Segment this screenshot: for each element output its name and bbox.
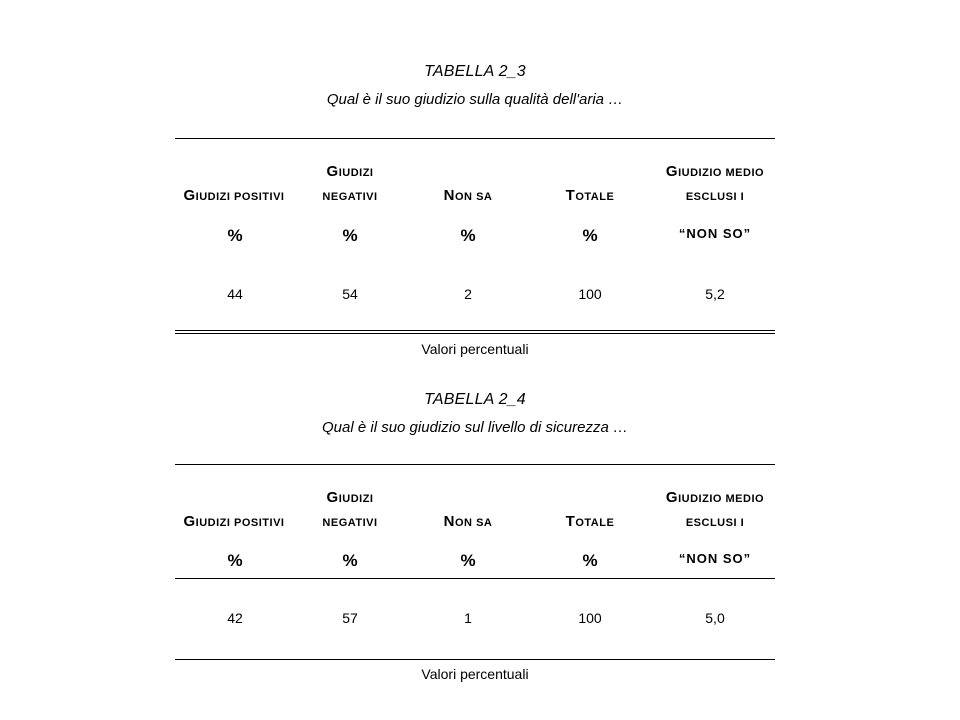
bottom-rule [175, 330, 775, 334]
unit-giudizi-positivi: % [227, 226, 243, 245]
table-title: TABELLA 2_3 [424, 63, 526, 80]
value-giudizi-positivi: 42 [227, 610, 243, 626]
header-giudizi-positivi [175, 160, 293, 209]
header-line1 [175, 486, 293, 510]
header-giudizi-positivi [175, 486, 293, 535]
value-giudizi-positivi: 44 [227, 286, 243, 302]
value-giudizio-medio: 5,0 [705, 610, 725, 626]
value-giudizi-negativi: 54 [342, 286, 358, 302]
header-line2: ESCLUSI I [685, 517, 745, 529]
unit-giudizio-medio: “NON SO” [678, 551, 752, 566]
table-2-4 [175, 388, 775, 708]
header-line1: GIUDIZIO MEDIO [665, 489, 765, 506]
top-rule [175, 138, 775, 139]
header-line2: NEGATIVI [322, 517, 378, 529]
unit-non-sa: % [460, 551, 476, 570]
bottom-rule [175, 659, 775, 660]
header-line2: TOTALE [565, 187, 615, 204]
header-line2: NEGATIVI [322, 191, 378, 203]
table-note: Valori percentuali [421, 341, 529, 357]
table-note: Valori percentuali [421, 666, 529, 682]
header-line1: GIUDIZIO MEDIO [665, 163, 765, 180]
header-line1: GIUDIZI [326, 489, 374, 506]
header-giudizi-negativi [290, 486, 410, 535]
header-line2: ESCLUSI I [685, 191, 745, 203]
middle-rule [175, 578, 775, 579]
unit-giudizio-medio: “NON SO” [678, 226, 752, 241]
header-line2: NON SA [443, 187, 493, 204]
unit-giudizi-negativi: % [342, 226, 358, 245]
table-subtitle: Qual è il suo giudizio sulla qualità dell'aria … [326, 91, 624, 108]
table-2-3 [175, 60, 775, 370]
header-line1 [530, 486, 650, 510]
header-line1: GIUDIZI [326, 163, 374, 180]
unit-totale: % [582, 551, 598, 570]
unit-non-sa: % [460, 226, 476, 245]
header-giudizio-medio [645, 486, 785, 535]
header-line2: GIUDIZI POSITIVI [183, 187, 285, 204]
header-line2: NON SA [443, 513, 493, 530]
header-line1 [408, 160, 528, 184]
table-subtitle: Qual è il suo giudizio sul livello di sicurezza … [322, 419, 628, 436]
value-giudizi-negativi: 57 [342, 610, 358, 626]
header-giudizi-negativi [290, 160, 410, 209]
unit-giudizi-negativi: % [342, 551, 358, 570]
header-line2: TOTALE [565, 513, 615, 530]
header-non-sa [408, 486, 528, 535]
unit-giudizi-positivi: % [227, 551, 243, 570]
header-totale [530, 160, 650, 209]
header-line1 [175, 160, 293, 184]
value-non-sa: 1 [464, 610, 472, 626]
header-non-sa [408, 160, 528, 209]
table-title: TABELLA 2_4 [424, 391, 526, 408]
header-line1 [408, 486, 528, 510]
value-non-sa: 2 [464, 286, 472, 302]
header-line1 [530, 160, 650, 184]
value-totale: 100 [578, 286, 602, 302]
top-rule [175, 464, 775, 465]
header-line2: GIUDIZI POSITIVI [183, 513, 285, 530]
value-totale: 100 [578, 610, 602, 626]
unit-totale: % [582, 226, 598, 245]
header-totale [530, 486, 650, 535]
value-giudizio-medio: 5,2 [705, 286, 725, 302]
header-giudizio-medio [645, 160, 785, 209]
